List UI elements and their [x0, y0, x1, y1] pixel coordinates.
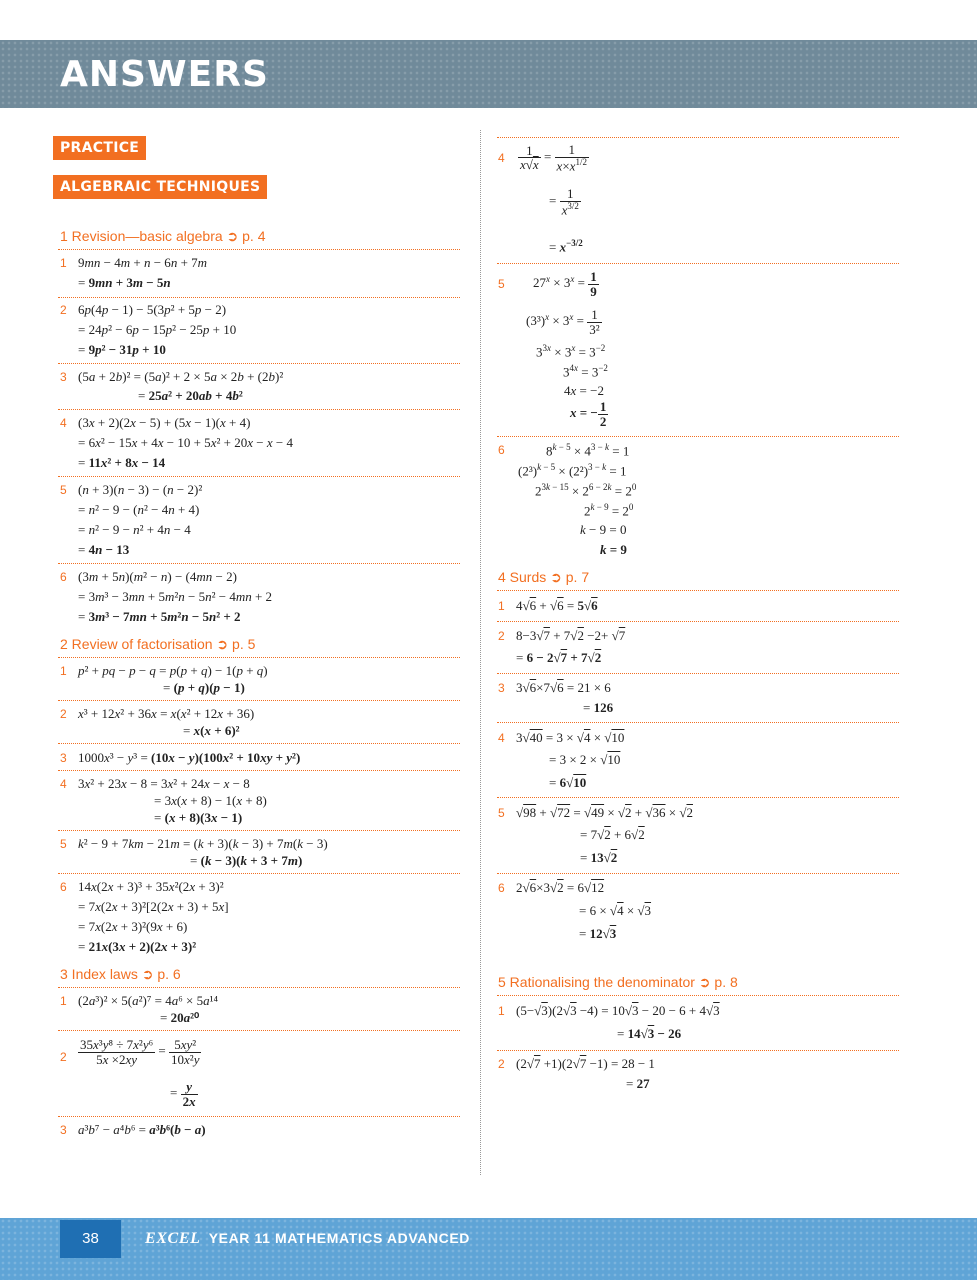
section-heading-revision: 1 Revision—basic algebra ➲ p. 4 — [60, 228, 266, 244]
divider — [58, 249, 460, 250]
divider — [497, 873, 899, 874]
math-line: = 11x² + 8x − 14 — [78, 455, 166, 470]
divider — [58, 297, 460, 298]
math-line: = (k − 3)(k + 3 + 7m) — [190, 853, 303, 868]
math-line: = 21x(3x + 2)(2x + 3)² — [78, 939, 197, 954]
divider — [497, 722, 899, 723]
math-line: $27^x \times 3^x$ = $\frac{1}{9}$ — [533, 269, 597, 299]
divider — [497, 137, 899, 138]
question-number: 2 — [60, 1050, 67, 1064]
question-number: 5 — [60, 483, 67, 497]
divider — [497, 673, 899, 674]
question-number: 1 — [60, 994, 67, 1008]
math-line: = 14√3 − 26 — [617, 1026, 682, 1041]
question-number: 2 — [60, 707, 67, 721]
divider — [497, 797, 899, 798]
math-line: (3m + 5n)(m² − n) − (4mn − 2) — [78, 569, 237, 584]
question-number: 2 — [498, 1057, 505, 1071]
math-line: = 3 × 2 × √10 — [549, 752, 621, 767]
math-line: = $\frac{1}{x^{3/2}}$ — [549, 186, 579, 217]
math-line: √98 + √72 = √49 × √2 + √36 × √2 — [516, 805, 693, 820]
divider — [58, 700, 460, 701]
divider — [497, 621, 899, 622]
math-line: $(3^3)^x \times 3^x$ = $\frac{1}{\text{3²}}$ — [526, 307, 600, 337]
math-line: 4x = −2 — [564, 383, 604, 398]
math-line: (2a³)² × 5(a²)⁷ = 4a⁶ × 5a¹⁴ — [78, 993, 219, 1008]
divider — [58, 1116, 460, 1117]
math-line: $3^{4x} = 3^{-2}$ — [563, 363, 608, 380]
divider — [58, 409, 460, 410]
math-line: = 13√2 — [580, 850, 618, 865]
math-line: = 7x(2x + 3)²(9x + 6) — [78, 919, 188, 934]
math-line: = 3m³ − 3mn + 5m²n − 5n² − 4mn + 2 — [78, 589, 273, 604]
math-line: = x(x + 6)² — [183, 723, 240, 738]
divider — [58, 987, 460, 988]
math-line: 2√6×3√2 = 6√12 — [516, 880, 605, 895]
divider — [58, 657, 460, 658]
math-line: = 3x(x + 8) − 1(x + 8) — [154, 793, 267, 808]
math-line: = n² − 9 − (n² − 4n + 4) — [78, 502, 200, 517]
divider — [497, 590, 899, 591]
math-line: 8−3√7 + 7√2 −2+ √7 — [516, 628, 626, 643]
page-title: ANSWERS — [60, 54, 269, 95]
section-heading-rationalising: 5 Rationalising the denominator ➲ p. 8 — [498, 974, 738, 990]
practice-tag: PRACTICE — [53, 136, 146, 160]
math-line: = $x^{-3/2}$ — [549, 238, 583, 255]
math-line: = 126 — [583, 700, 614, 715]
math-line: $8^{k - 5} \times 4^{3 - k} = 1$ — [546, 442, 630, 459]
question-number: 1 — [60, 256, 67, 270]
math-line: = 6 × √4 × √3 — [579, 903, 652, 918]
divider — [497, 263, 899, 264]
math-line: (3x + 2)(2x − 5) + (5x − 1)(x + 4) — [78, 415, 251, 430]
math-line: x³ + 12x² + 36x = x(x² + 12x + 36) — [78, 706, 255, 721]
section-heading-factorisation: 2 Review of factorisation ➲ p. 5 — [60, 636, 256, 652]
math-line: = 7√2 + 6√2 — [580, 827, 645, 842]
question-number: 5 — [60, 837, 67, 851]
math-line: $2^{k - 9} = 2^0$ — [584, 502, 634, 519]
math-line: (n + 3)(n − 3) − (n − 2)² — [78, 482, 203, 497]
math-line: = 20a²⁰ — [160, 1010, 200, 1025]
footer-band — [0, 1218, 977, 1280]
math-line: = 9mn + 3m − 5n — [78, 275, 171, 290]
page-number: 38 — [60, 1220, 121, 1258]
divider — [58, 363, 460, 364]
math-line: = 6 − 2√7 + 7√2 — [516, 650, 602, 665]
question-number: 4 — [498, 731, 505, 745]
divider — [58, 563, 460, 564]
question-number: 6 — [498, 881, 505, 895]
math-line: (5a + 2b)² = (5a)² + 2 × 5a × 2b + (2b)² — [78, 369, 284, 384]
divider — [58, 770, 460, 771]
divider — [58, 873, 460, 874]
divider — [58, 1030, 460, 1031]
question-number: 6 — [60, 880, 67, 894]
math-line: p² + pq − p − q = p(p + q) − 1(p + q) — [78, 663, 268, 678]
math-line: = 24p² − 6p − 15p² − 25p + 10 — [78, 322, 237, 337]
math-line: = n² − 9 − n² + 4n − 4 — [78, 522, 191, 537]
math-line: k² − 9 + 7km − 21m = (k + 3)(k − 3) + 7m(k − 3) — [78, 836, 328, 851]
math-line: = 3m³ − 7mn + 5m²n − 5n² + 2 — [78, 609, 241, 624]
math-line: = 25a² + 20ab + 4b² — [138, 388, 243, 403]
math-line: (2√7 +1)(2√7 −1) = 28 − 1 — [516, 1056, 655, 1071]
topic-tag: ALGEBRAIC TECHNIQUES — [53, 175, 267, 199]
question-number: 2 — [60, 303, 67, 317]
question-number: 3 — [498, 681, 505, 695]
math-line: x = − $\frac{1}{2}$ — [570, 399, 607, 429]
divider — [58, 476, 460, 477]
math-line: = 4n − 13 — [78, 542, 130, 557]
brand-name: EXCEL — [145, 1230, 201, 1247]
divider — [497, 1050, 899, 1051]
math-line: 3x² + 23x − 8 = 3x² + 24x − x − 8 — [78, 776, 250, 791]
math-line: = 12√3 — [579, 926, 617, 941]
question-number: 5 — [498, 277, 505, 291]
divider — [497, 436, 899, 437]
math-line: = 6x² − 15x + 4x − 10 + 5x² + 20x − x − 4 — [78, 435, 293, 450]
math-line: k = 9 — [600, 542, 627, 557]
question-number: 1 — [60, 664, 67, 678]
math-line: = (x + 8)(3x − 1) — [154, 810, 243, 825]
question-number: 5 — [498, 806, 505, 820]
question-number: 6 — [60, 570, 67, 584]
divider — [58, 830, 460, 831]
math-line: k − 9 = 0 — [580, 522, 627, 537]
math-line: 6p(4p − 1) − 5(3p² + 5p − 2) — [78, 302, 227, 317]
math-line: a³b⁷ − a⁴b⁶ = a³b⁶(b − a) — [78, 1122, 206, 1137]
math-line: $\frac{\text{35x³y⁸ ÷ 7x²y⁶}}{5x \times 2xy}$ = $\frac{\text{5xy²}}{\text{10x²y}}$ — [80, 1037, 200, 1067]
section-heading-surds: 4 Surds ➲ p. 7 — [498, 569, 590, 585]
question-number: 4 — [498, 151, 505, 165]
math-line: = (p + q)(p − 1) — [163, 680, 245, 695]
math-line: $(2^3)^{k - 5} \times (2^2)^{3 - k} = 1$ — [518, 462, 627, 479]
question-number: 6 — [498, 443, 505, 457]
question-number: 3 — [60, 751, 67, 765]
math-line: = 6√10 — [549, 775, 587, 790]
math-line: $2^{3k - 15} \times 2^{6 - 2k} = 2^0$ — [535, 482, 637, 499]
book-title: YEAR 11 MATHEMATICS ADVANCED — [208, 1230, 471, 1246]
math-line: 3√40 = 3 × √4 × √10 — [516, 730, 625, 745]
question-number: 3 — [60, 1123, 67, 1137]
question-number: 4 — [60, 777, 67, 791]
divider — [497, 995, 899, 996]
math-line: 9mn − 4m + n − 6n + 7m — [78, 255, 208, 270]
column-divider — [480, 130, 481, 1175]
math-line: 3√6×7√6 = 21 × 6 — [516, 680, 611, 695]
question-number: 2 — [498, 629, 505, 643]
question-number: 4 — [60, 416, 67, 430]
question-number: 3 — [60, 370, 67, 384]
question-number: 1 — [498, 599, 505, 613]
math-line: = 27 — [626, 1076, 650, 1091]
math-line: 1000x³ − y³ = (10x − y)(100x² + 10xy + y²) — [78, 750, 301, 765]
footer-title — [145, 1230, 470, 1248]
question-number: 1 — [498, 1004, 505, 1018]
math-line: $\frac{1}{x√x}$ = $\frac{1}{x\times x^{1/2}}$ — [520, 142, 587, 173]
math-line: $3^{3x} \times 3^x = 3^{-2}$ — [536, 343, 606, 360]
math-line: 4√6 + √6 = 5√6 — [516, 598, 598, 613]
math-line: = $\frac{y}{2x}$ — [170, 1079, 196, 1109]
math-line: = 9p² − 31p + 10 — [78, 342, 166, 357]
math-line: 14x(2x + 3)³ + 35x²(2x + 3)² — [78, 879, 224, 894]
divider — [58, 743, 460, 744]
math-line: = 7x(2x + 3)²[2(2x + 3) + 5x] — [78, 899, 229, 914]
math-line: (5−√3)(2√3 −4) = 10√3 − 20 − 6 + 4√3 — [516, 1003, 720, 1018]
section-heading-index-laws: 3 Index laws ➲ p. 6 — [60, 966, 181, 982]
